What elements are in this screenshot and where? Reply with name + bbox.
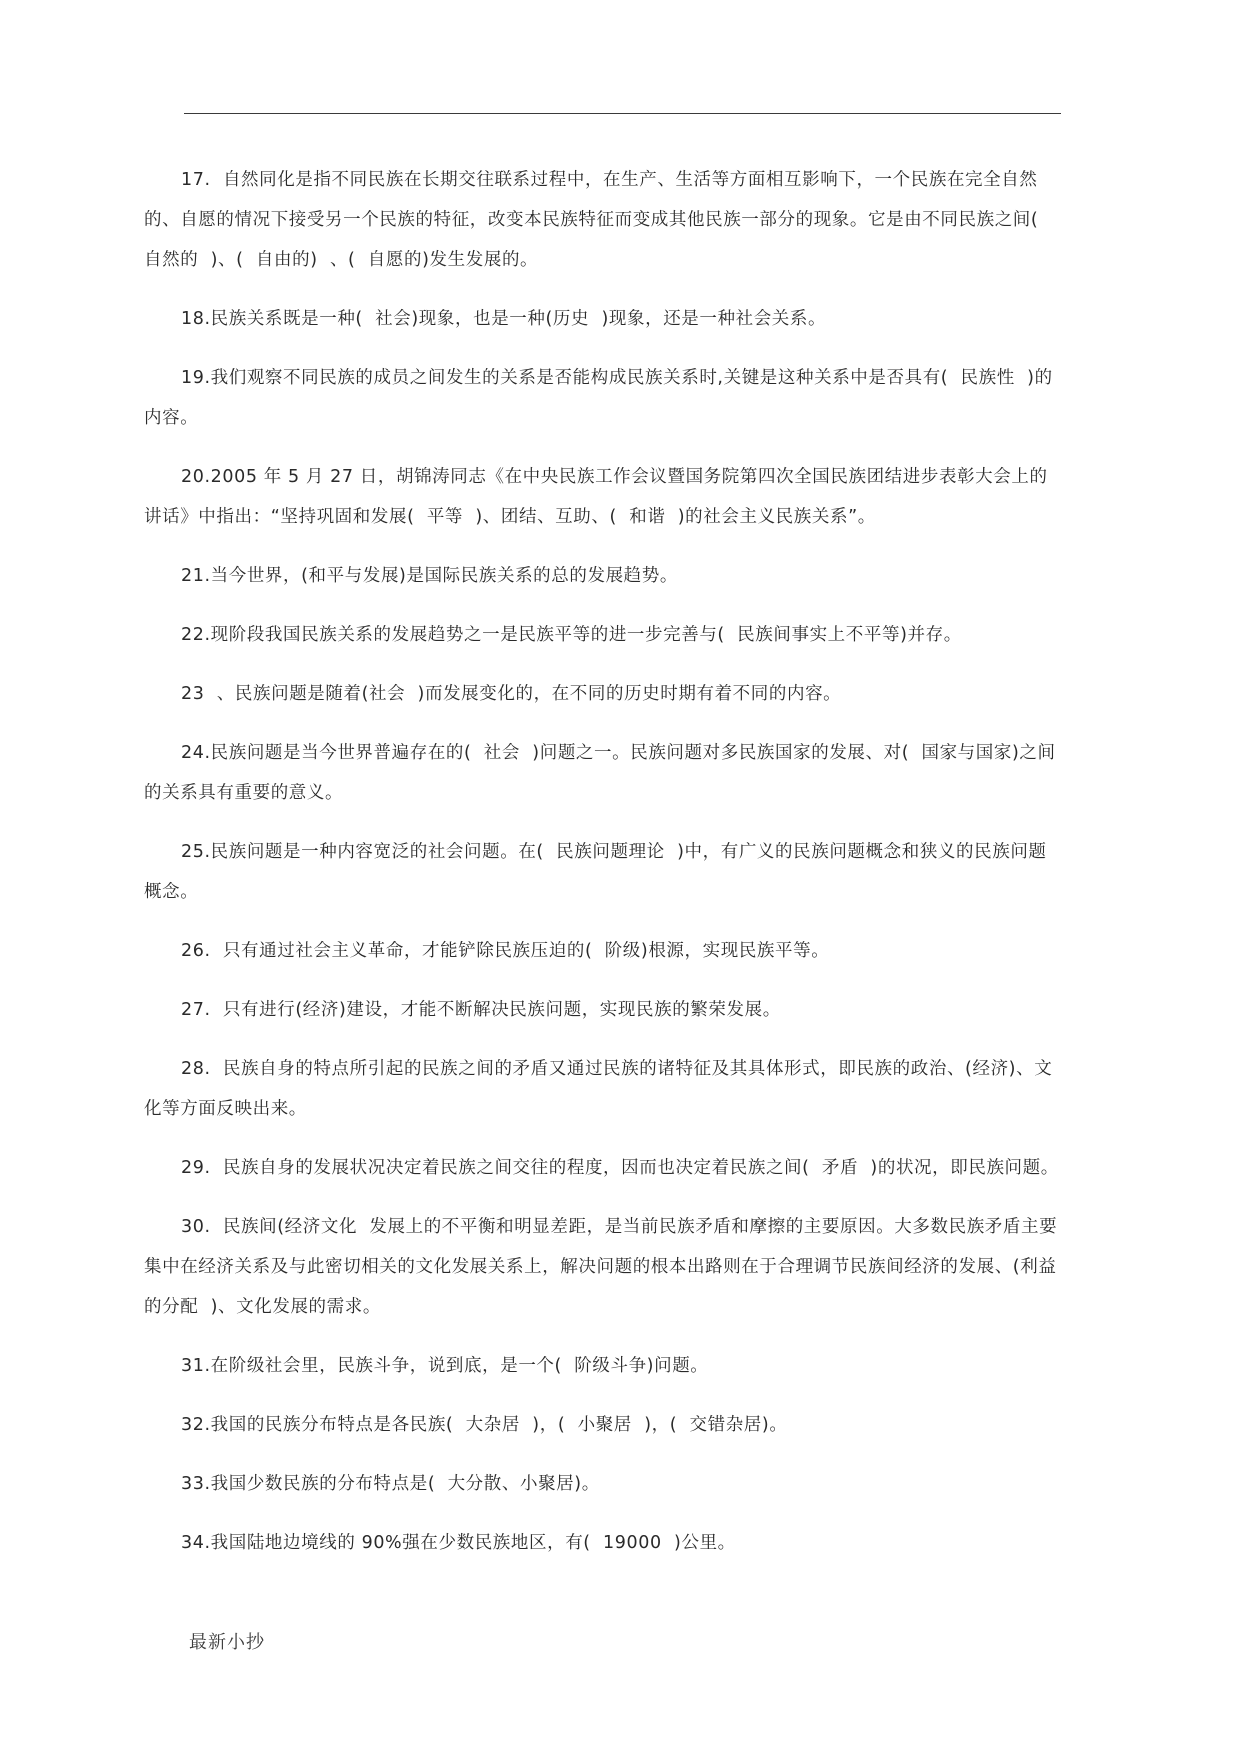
paragraph-21: 21.当今世界，(和平与发展)是国际民族关系的总的发展趋势。 bbox=[181, 566, 678, 586]
paragraph-20: 20.2005 年 5 月 27 日，胡锦涛同志《在中央民族工作会议暨国务院第四次全国民族团结进步表彰大会上的讲话》中指出：“坚持巩固和发展( 平等 )、团结、互助、( 和谐 )的社会主义民族关系”。 bbox=[144, 467, 1048, 527]
paragraph-29: 29. 民族自身的发展状况决定着民族之间交往的程度，因而也决定着民族之间( 矛盾 )的状况，即民族问题。 bbox=[181, 1158, 1059, 1178]
paragraph-34: 34.我国陆地边境线的 90%强在少数民族地区，有( 19000 )公里。 bbox=[181, 1533, 736, 1553]
paragraph-24: 24.民族问题是当今世界普遍存在的( 社会 )问题之一。民族问题对多民族国家的发展、对( 国家与国家)之间的关系具有重要的意义。 bbox=[144, 743, 1056, 803]
paragraph-28: 28. 民族自身的特点所引起的民族之间的矛盾又通过民族的诸特征及其具体形式，即民族的政治、(经济)、文化等方面反映出来。 bbox=[144, 1059, 1053, 1119]
paragraph-33: 33.我国少数民族的分布特点是( 大分散、小聚居)。 bbox=[181, 1474, 600, 1494]
paragraph-26: 26. 只有通过社会主义革命，才能铲除民族压迫的( 阶级)根源，实现民族平等。 bbox=[181, 941, 830, 961]
paragraph-31: 31.在阶级社会里，民族斗争，说到底，是一个( 阶级斗争)问题。 bbox=[181, 1356, 709, 1376]
paragraph-22: 22.现阶段我国民族关系的发展趋势之一是民族平等的进一步完善与( 民族间事实上不平等)并存。 bbox=[181, 625, 962, 645]
paragraph-27: 27. 只有进行(经济)建设，才能不断解决民族问题，实现民族的繁荣发展。 bbox=[181, 1000, 781, 1020]
document-body bbox=[144, 160, 1059, 1582]
header-rule bbox=[184, 113, 1061, 114]
paragraph-30: 30. 民族间(经济文化 发展上的不平衡和明显差距，是当前民族矛盾和摩擦的主要原因。大多数民族矛盾主要集中在经济关系及与此密切相关的文化发展关系上，解决问题的根本出路则在于合理调节民族间经济的发展、(利益的分配 )、文化发展的需求。 bbox=[144, 1217, 1058, 1317]
paragraph-18: 18.民族关系既是一种( 社会)现象，也是一种(历史 )现象，还是一种社会关系。 bbox=[181, 309, 827, 329]
paragraph-23: 23 、民族问题是随着(社会 )而发展变化的，在不同的历史时期有着不同的内容。 bbox=[181, 684, 842, 704]
paragraph-32: 32.我国的民族分布特点是各民族( 大杂居 )，( 小聚居 )，( 交错杂居)。 bbox=[181, 1415, 788, 1435]
paragraph-25: 25.民族问题是一种内容宽泛的社会问题。在( 民族问题理论 )中，有广义的民族问题概念和狭义的民族问题概念。 bbox=[144, 842, 1047, 902]
paragraph-17: 17. 自然同化是指不同民族在长期交往联系过程中，在生产、生活等方面相互影响下，一个民族在完全自然的、自愿的情况下接受另一个民族的特征，改变本民族特征而变成其他民族一部分的现象。它是由不同民族之间( 自然的 )、( 自由的) 、( 自愿的)发生发展的。 bbox=[144, 170, 1051, 270]
paragraph-19: 19.我们观察不同民族的成员之间发生的关系是否能构成民族关系时,关键是这种关系中是否具有( 民族性 )的内容。 bbox=[144, 368, 1053, 428]
footer-text: 最新小抄 bbox=[189, 1632, 265, 1653]
